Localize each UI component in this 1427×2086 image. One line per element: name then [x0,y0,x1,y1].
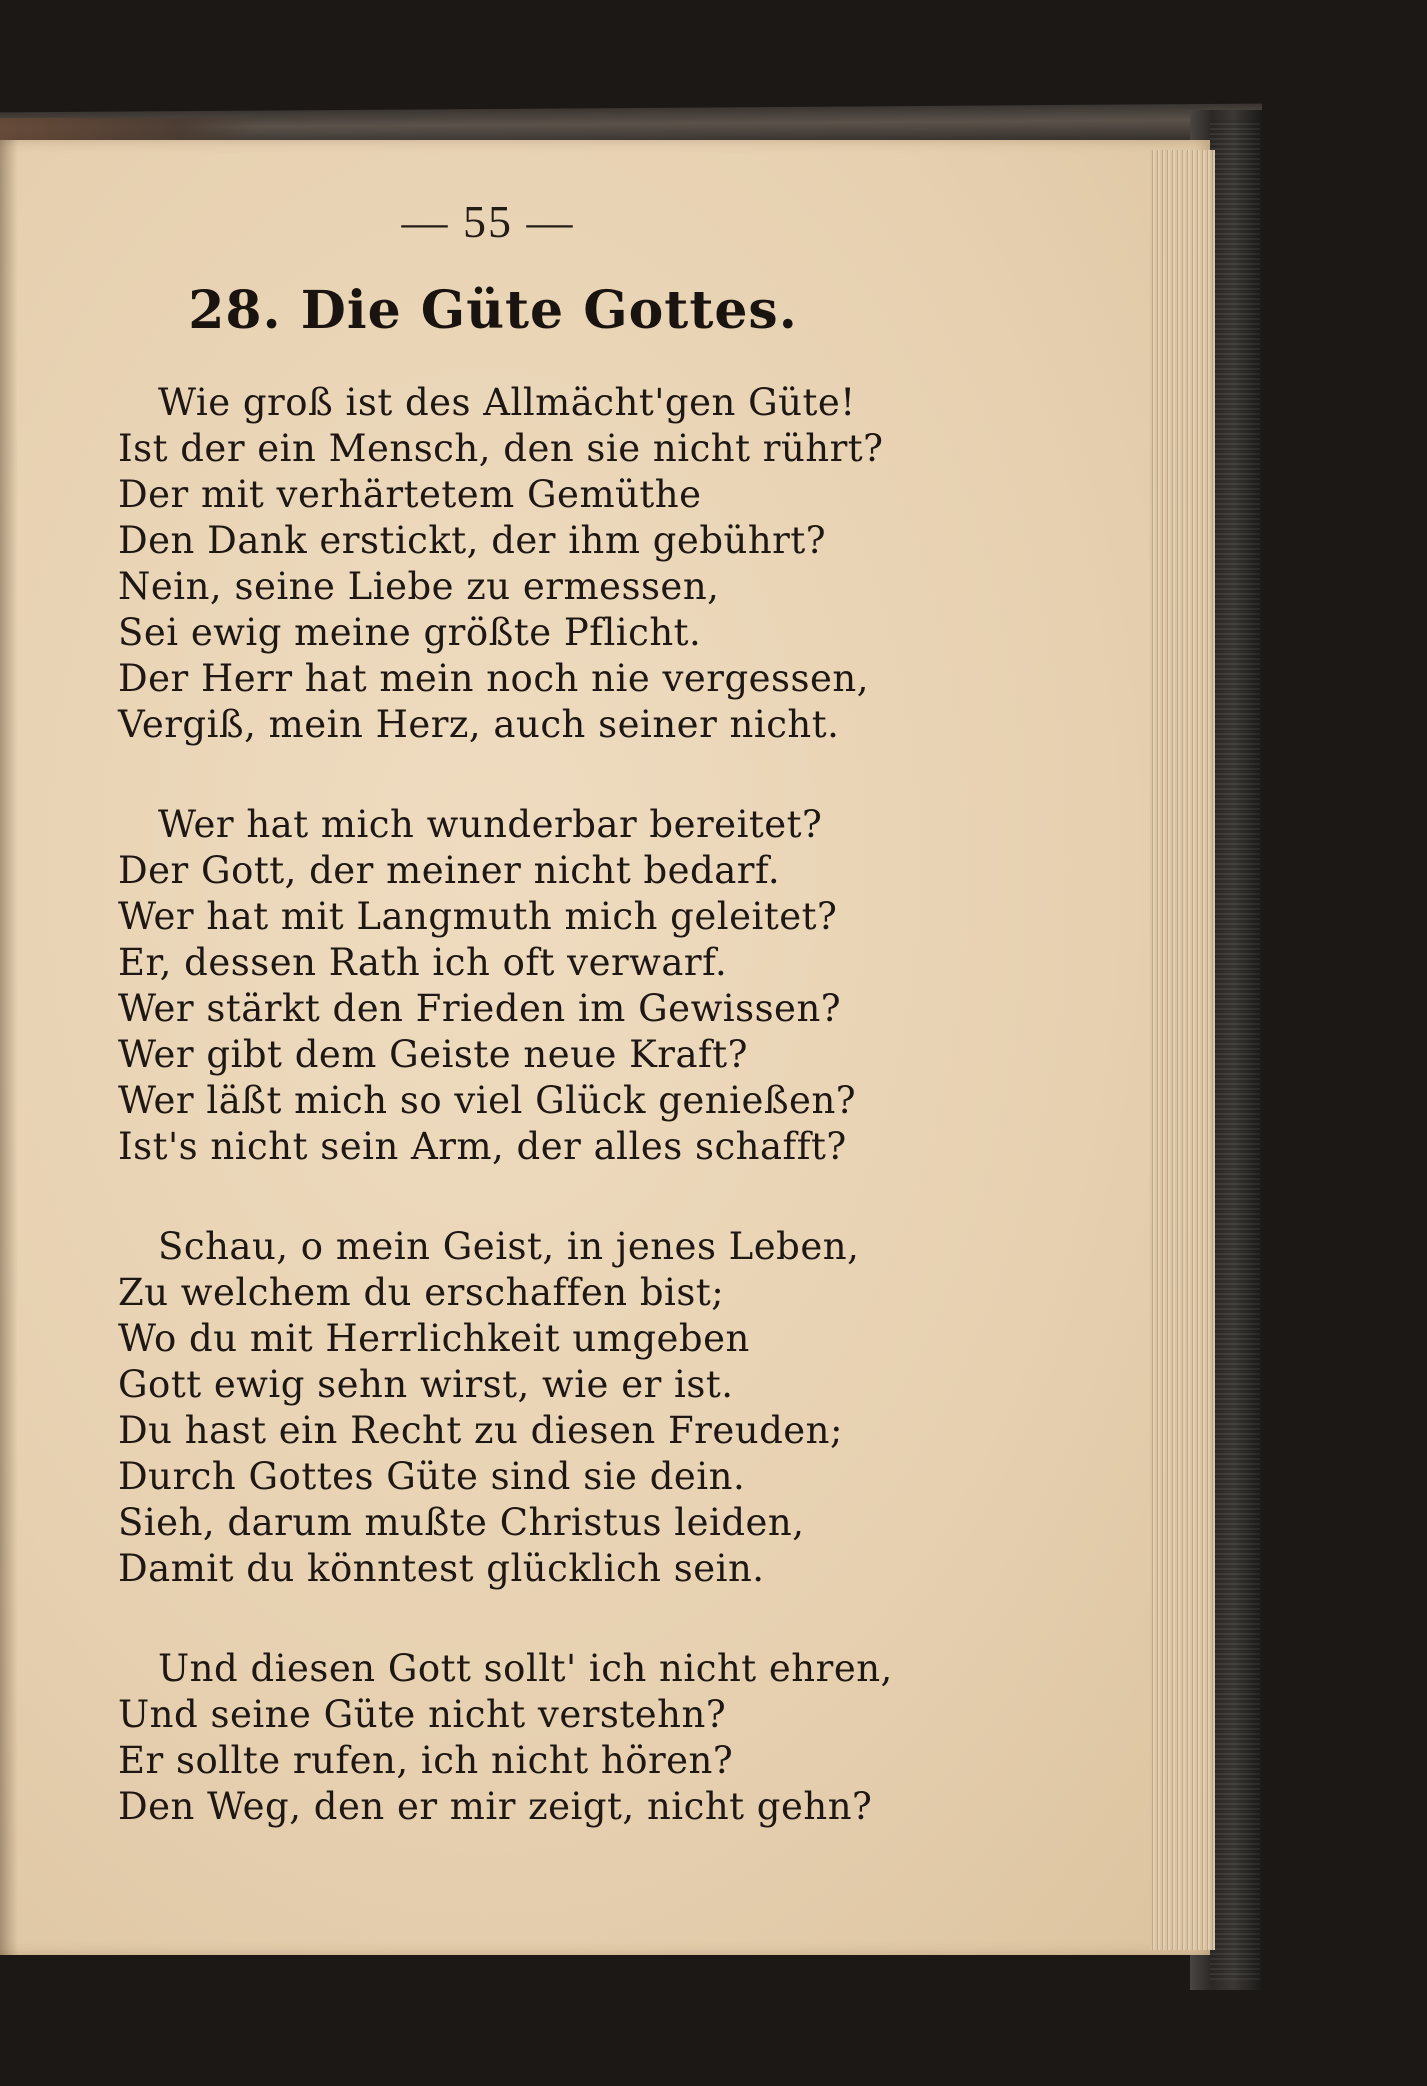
verse-line: Wie groß ist des Allmächt'gen Güte! [158,381,856,424]
verse-line: Wer stärkt den Frieden im Gewissen? [118,987,842,1030]
page-gutter-shadow [0,140,18,1955]
verse-line: Durch Gottes Güte sind sie dein. [118,1455,746,1498]
verse-line: Der Gott, der meiner nicht bedarf. [118,849,781,892]
verse-line: Wer hat mit Langmuth mich geleitet? [118,895,838,938]
page-edges [1150,150,1215,1950]
verse-line: Wer läßt mich so viel Glück genießen? [118,1079,857,1122]
poem-title: 28. Die Güte Gottes. [188,280,798,341]
verse-line: Sei ewig meine größte Pflicht. [118,611,702,654]
verse-line: Gott ewig sehn wirst, wie er ist. [118,1363,734,1406]
verse-line: Und seine Güte nicht verstehn? [118,1693,727,1736]
verse-line: Er, dessen Rath ich oft verwarf. [118,941,728,984]
verse-line: Du hast ein Recht zu diesen Freuden; [118,1409,843,1452]
verse-line: Wer gibt dem Geiste neue Kraft? [118,1033,748,1076]
verse-line: Ist's nicht sein Arm, der alles schafft? [118,1125,847,1168]
verse-line: Den Dank erstickt, der ihm gebührt? [118,519,827,562]
verse-line: Er sollte rufen, ich nicht hören? [118,1739,734,1782]
verse-line: Vergiß, mein Herz, auch seiner nicht. [118,703,840,746]
verse-line: Den Weg, den er mir zeigt, nicht gehn? [118,1785,873,1828]
verse-line: Damit du könntest glücklich sein. [118,1547,765,1590]
verse-line: Schau, o mein Geist, in jenes Leben, [158,1225,860,1268]
verse-line: Ist der ein Mensch, den sie nicht rührt? [118,427,884,470]
verse-line: Sieh, darum mußte Christus leiden, [118,1501,805,1544]
stanza-4 [118,1646,1118,1830]
stanza-2 [118,802,1118,1170]
verse-line: Und diesen Gott sollt' ich nicht ehren, [158,1647,893,1690]
cover-texture [1210,120,1260,1980]
verse-line: Nein, seine Liebe zu ermessen, [118,565,720,608]
page-number: — 55 — [401,196,575,247]
verse-line: Der mit verhärtetem Gemüthe [118,473,702,516]
stanza-3 [118,1224,1118,1592]
verse-line: Zu welchem du erschaffen bist; [118,1271,725,1314]
verse-line: Wo du mit Herrlichkeit umgeben [118,1317,750,1360]
verse-line: Wer hat mich wunderbar bereitet? [158,803,823,846]
verse-line: Der Herr hat mein noch nie vergessen, [118,657,870,700]
stanza-1 [118,380,1118,748]
